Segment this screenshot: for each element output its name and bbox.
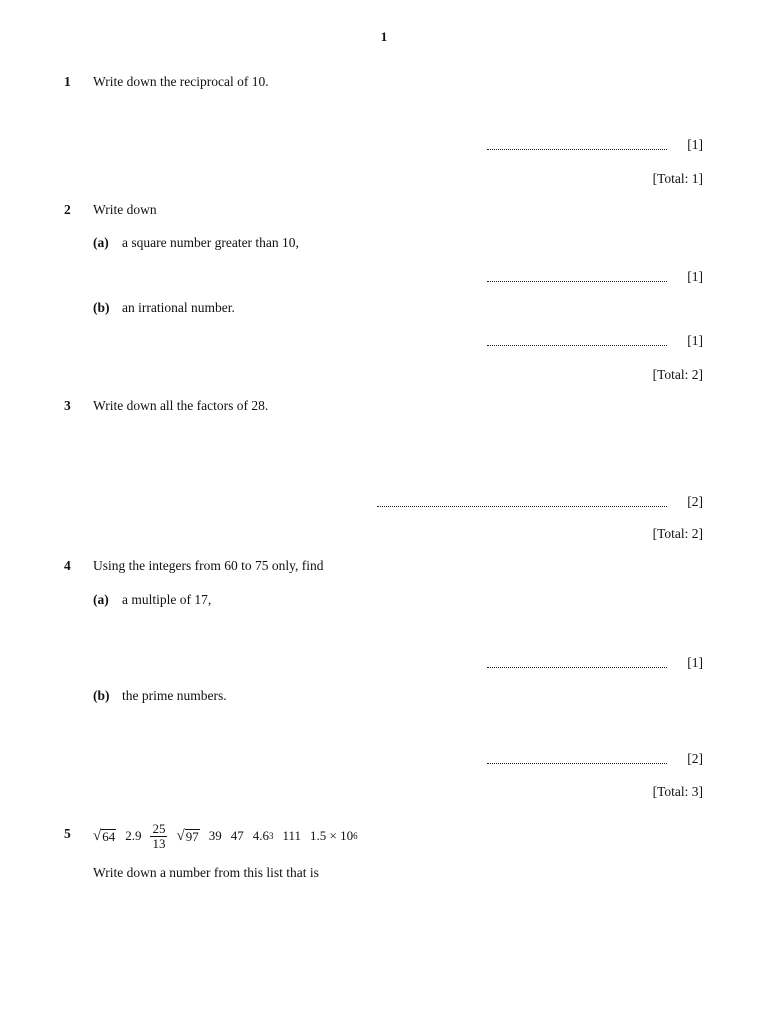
page-number: 1 xyxy=(380,29,388,44)
question-5-number: 5 xyxy=(64,826,71,841)
list-item-4-6-cubed: 4.6 3 xyxy=(252,828,274,843)
question-2a-label: (a) xyxy=(93,235,109,250)
question-1-number: 1 xyxy=(64,74,71,89)
question-4-number: 4 xyxy=(64,558,71,573)
question-3-mark: [2] xyxy=(687,494,703,509)
question-4-text: Using the integers from 60 to 75 only, find xyxy=(93,558,324,573)
question-4a-label: (a) xyxy=(93,592,109,607)
sqrt-97: √ 97 xyxy=(176,828,199,844)
question-5-number-list xyxy=(93,818,367,854)
fraction-25-13: $\frac{25}{13}$ xyxy=(152,820,166,851)
question-5-text: Write down a number from this list that is xyxy=(93,865,319,880)
question-3-answer-line[interactable] xyxy=(377,505,667,507)
list-item-47: 47 xyxy=(230,828,244,843)
question-2a-text: a square number greater than 10, xyxy=(122,235,299,250)
question-2a-mark: [1] xyxy=(687,269,703,284)
question-2-total: [Total: 2] xyxy=(652,367,703,382)
question-4b-text: the prime numbers. xyxy=(122,688,227,703)
radical-sign-icon: √ xyxy=(176,828,185,844)
question-4a-answer-line[interactable] xyxy=(487,666,667,668)
question-2-text: Write down xyxy=(93,202,157,217)
question-4a-mark: [1] xyxy=(687,655,703,670)
question-1-mark: [1] xyxy=(687,137,703,152)
list-item-2-9: 2.9 xyxy=(125,828,142,843)
question-2a-answer-line[interactable] xyxy=(487,280,667,282)
question-2-number: 2 xyxy=(64,202,71,217)
question-3-number: 3 xyxy=(64,398,71,413)
question-4b-mark: [2] xyxy=(687,751,703,766)
list-item-39: 39 xyxy=(208,828,222,843)
question-4b-label: (b) xyxy=(93,688,110,703)
question-2b-label: (b) xyxy=(93,300,110,315)
question-1-total: [Total: 1] xyxy=(652,171,703,186)
question-4b-answer-line[interactable] xyxy=(487,762,667,764)
question-2b-answer-line[interactable] xyxy=(487,344,667,346)
question-4-total: [Total: 3] xyxy=(652,784,703,799)
question-1-text: Write down the reciprocal of 10. xyxy=(93,74,269,89)
list-item-standard-form: 1.5 × 10 6 xyxy=(310,828,358,843)
question-2b-mark: [1] xyxy=(687,333,703,348)
question-3-text: Write down all the factors of 28. xyxy=(93,398,269,413)
sqrt-64: √ 64 xyxy=(93,828,116,844)
question-4a-text: a multiple of 17, xyxy=(122,592,212,607)
list-item-111: 111 xyxy=(282,828,302,843)
radical-sign-icon: √ xyxy=(93,828,102,844)
question-3-total: [Total: 2] xyxy=(652,526,703,541)
question-2b-text: an irrational number. xyxy=(122,300,235,315)
question-1-answer-line[interactable] xyxy=(487,148,667,150)
